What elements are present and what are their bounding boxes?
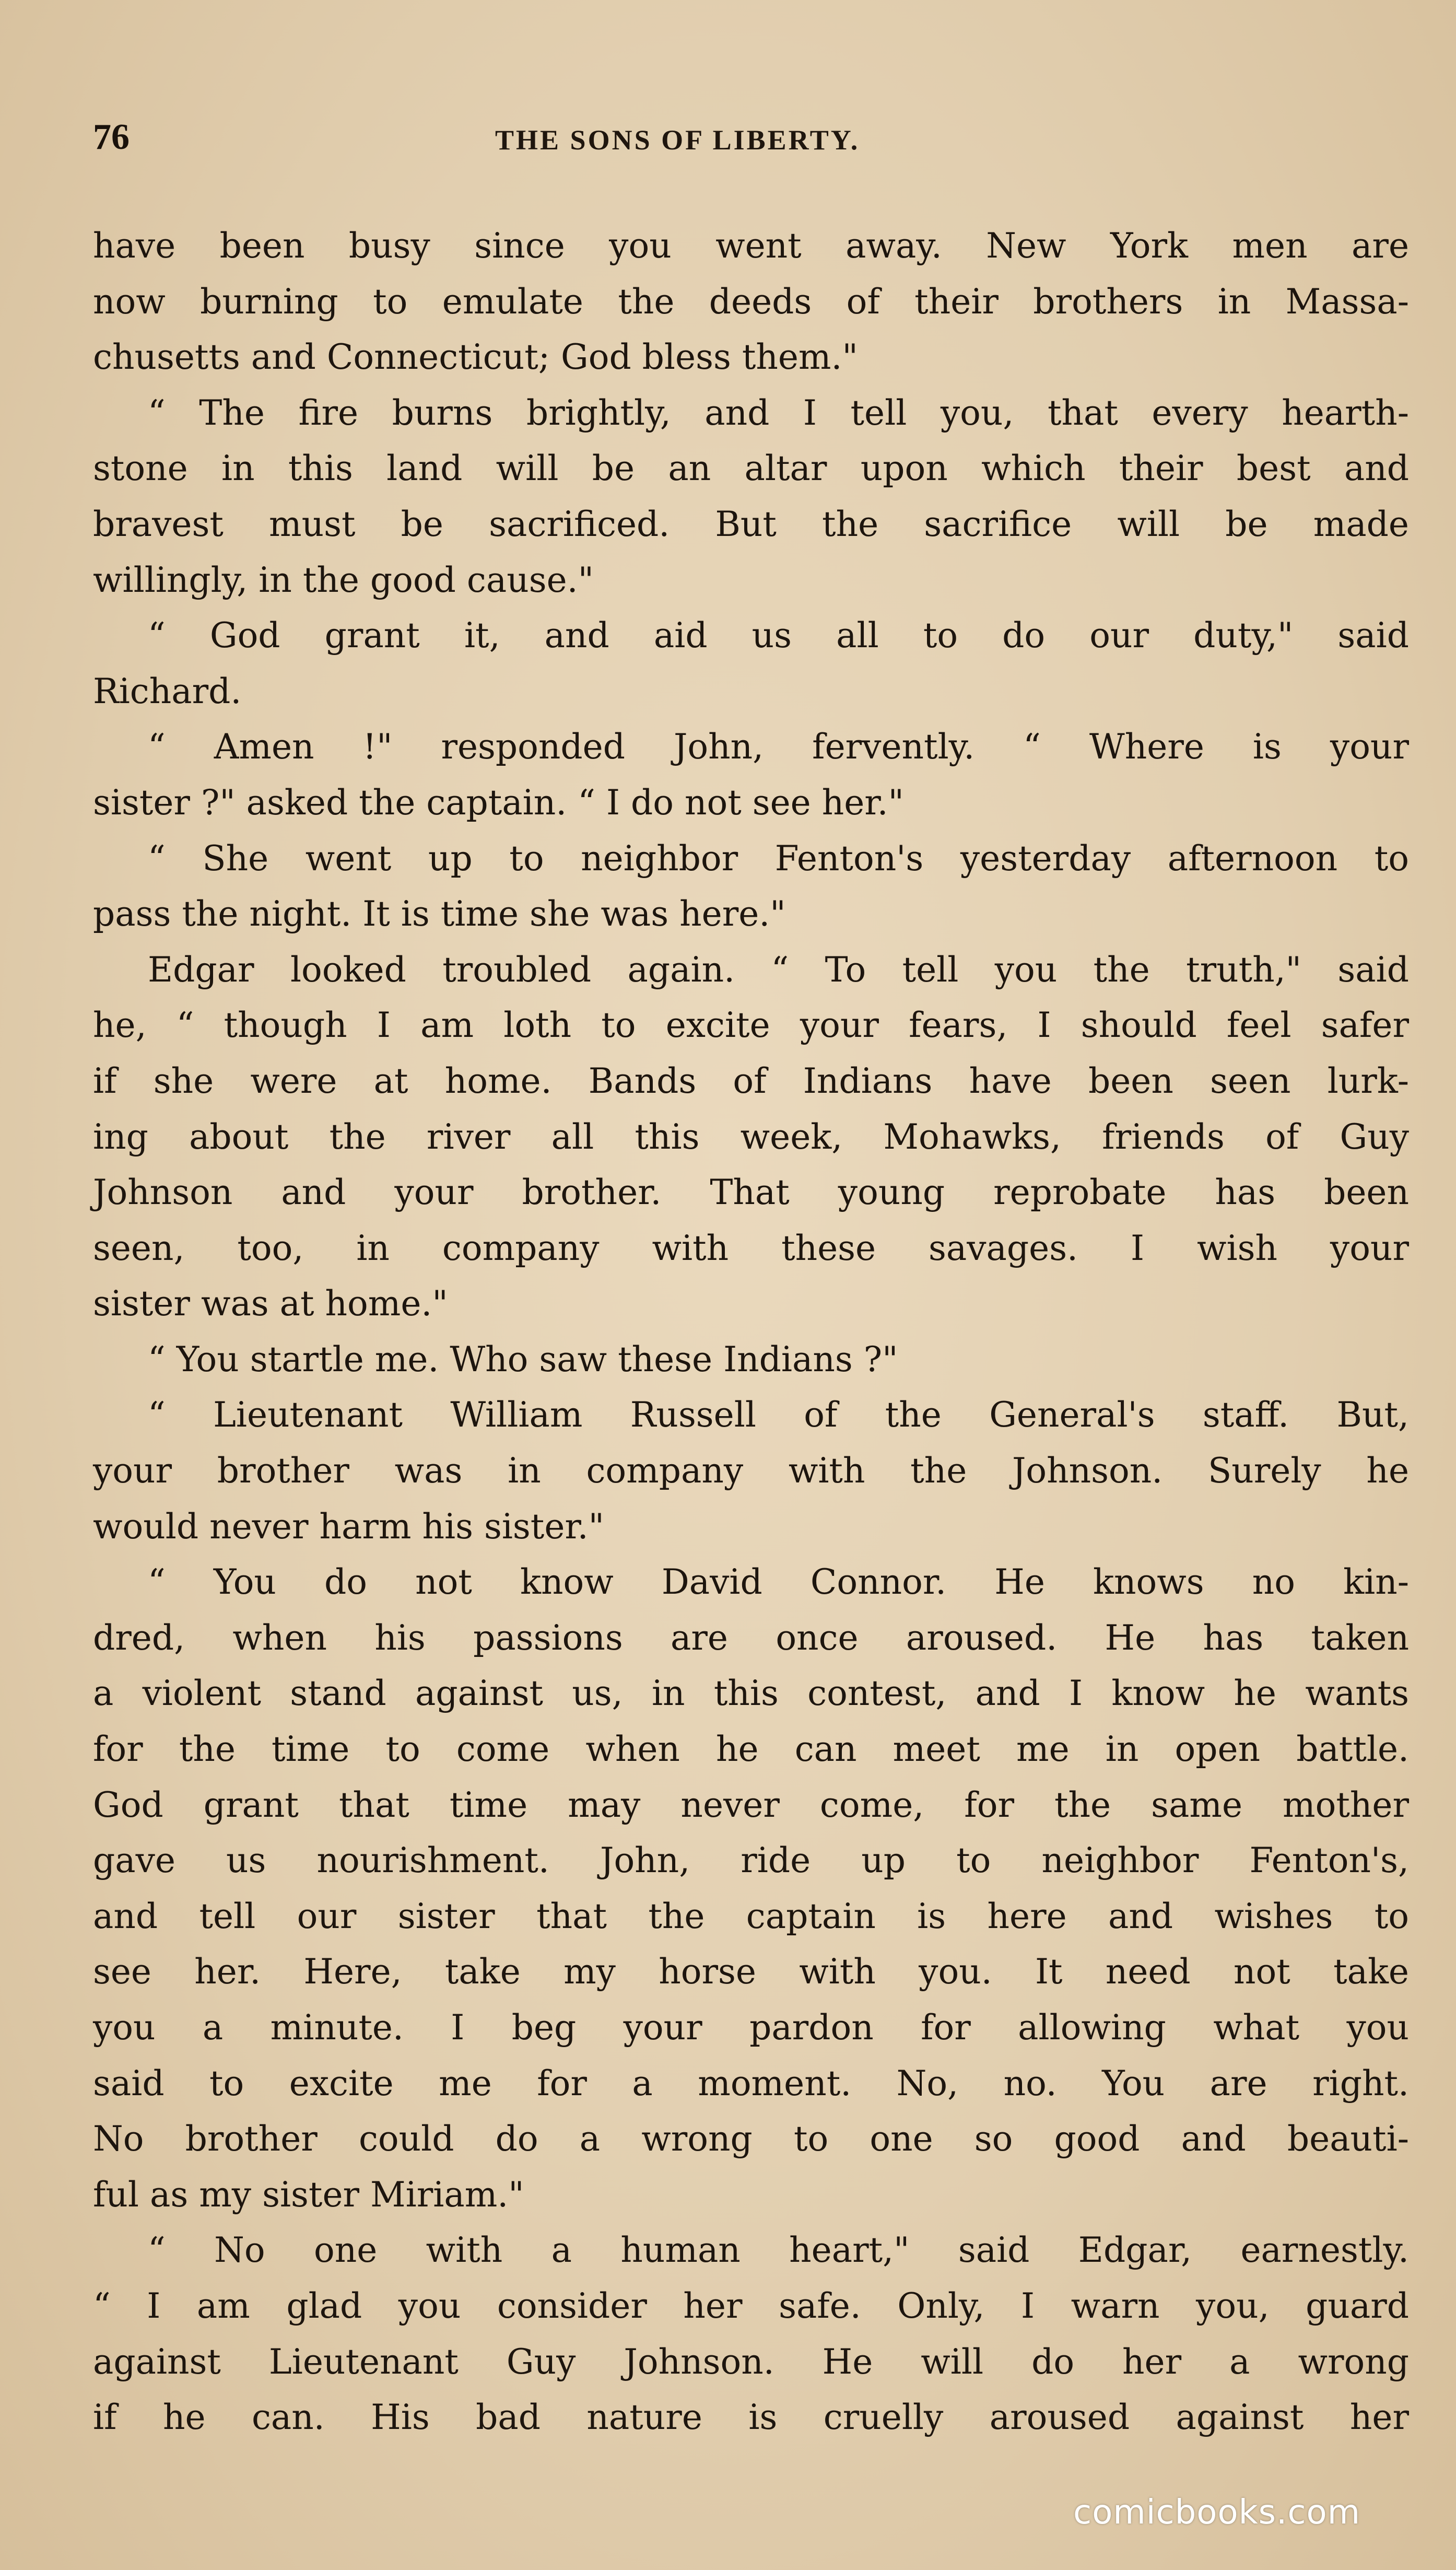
text-line: ful as my sister Miriam." xyxy=(93,2174,524,2215)
text-line: if she were at home. Bands of Indians have been seen lurk- xyxy=(93,1060,1409,1101)
text-line: now burning to emulate the deeds of their brothers in Massa- xyxy=(93,281,1409,322)
running-head: THE SONS OF LIBERTY. xyxy=(495,124,860,156)
text-line: “ The fire burns brightly, and I tell you, that every hearth- xyxy=(148,392,1409,433)
text-line: sister ?" asked the captain. “ I do not see her." xyxy=(93,782,904,823)
text-line: No brother could do a wrong to one so good and beauti- xyxy=(93,2119,1409,2159)
text-line: “ You do not know David Connor. He knows no kin- xyxy=(148,1562,1409,1603)
text-line: a violent stand against us, in this contest, and I know he wants xyxy=(93,1673,1409,1714)
text-line: pass the night. It is time she was here." xyxy=(93,894,786,934)
text-line: have been busy since you went away. New York men are xyxy=(93,226,1409,266)
text-line: dred, when his passions are once aroused. He has taken xyxy=(93,1617,1409,1658)
text-line: “ She went up to neighbor Fenton's yesterday afternoon to xyxy=(148,838,1409,879)
text-line: “ I am glad you consider her safe. Only, I warn you, guard xyxy=(93,2285,1409,2326)
text-line: if he can. His bad nature is cruelly aroused against her xyxy=(93,2397,1409,2438)
text-line: against Lieutenant Guy Johnson. He will do her a wrong xyxy=(93,2341,1409,2382)
text-line: bravest must be sacrificed. But the sacrifice will be made xyxy=(93,504,1409,544)
text-line: God grant that time may never come, for the same mother xyxy=(93,1784,1409,1825)
text-line: gave us nourishment. John, ride up to neighbor Fenton's, xyxy=(93,1840,1409,1881)
text-line: “ Lieutenant William Russell of the General's staff. But, xyxy=(148,1395,1409,1435)
text-line: “ No one with a human heart," said Edgar, earnestly. xyxy=(148,2230,1409,2271)
text-line: for the time to come when he can meet me in open battle. xyxy=(93,1729,1409,1770)
text-line: stone in this land will be an altar upon which their best and xyxy=(93,448,1409,489)
text-line: ing about the river all this week, Mohawks, friends of Guy xyxy=(93,1116,1409,1157)
text-line: he, “ though I am loth to excite your fears, I should feel safer xyxy=(93,1005,1409,1046)
text-line: willingly, in the good cause." xyxy=(93,559,594,600)
text-line: said to excite me for a moment. No, no. You are right. xyxy=(93,2063,1409,2104)
text-line: “ Amen !" responded John, fervently. “ Where is your xyxy=(148,727,1409,767)
site-watermark: comicbooks.com xyxy=(1073,2493,1361,2532)
text-line: your brother was in company with the Johnson. Surely he xyxy=(93,1451,1409,1491)
text-line: you a minute. I beg your pardon for allowing what you xyxy=(93,2007,1409,2048)
text-line: sister was at home." xyxy=(93,1283,448,1324)
text-line: seen, too, in company with these savages. I wish your xyxy=(93,1228,1409,1268)
text-line: and tell our sister that the captain is here and wishes to xyxy=(93,1896,1409,1936)
text-line: Richard. xyxy=(93,671,242,711)
text-line: chusetts and Connecticut; God bless them." xyxy=(93,337,858,378)
page-number: 76 xyxy=(93,117,130,157)
text-line: Johnson and your brother. That young reprobate has been xyxy=(93,1172,1409,1213)
text-line: Edgar looked troubled again. “ To tell you the truth," said xyxy=(148,949,1409,990)
text-line: “ You startle me. Who saw these Indians ?" xyxy=(148,1339,898,1380)
page-header xyxy=(93,114,1415,161)
text-line: see her. Here, take my horse with you. It need not take xyxy=(93,1952,1409,1992)
text-line: “ God grant it, and aid us all to do our duty," said xyxy=(148,615,1409,656)
body-text xyxy=(93,218,1409,2446)
text-line: would never harm his sister." xyxy=(93,1506,605,1547)
